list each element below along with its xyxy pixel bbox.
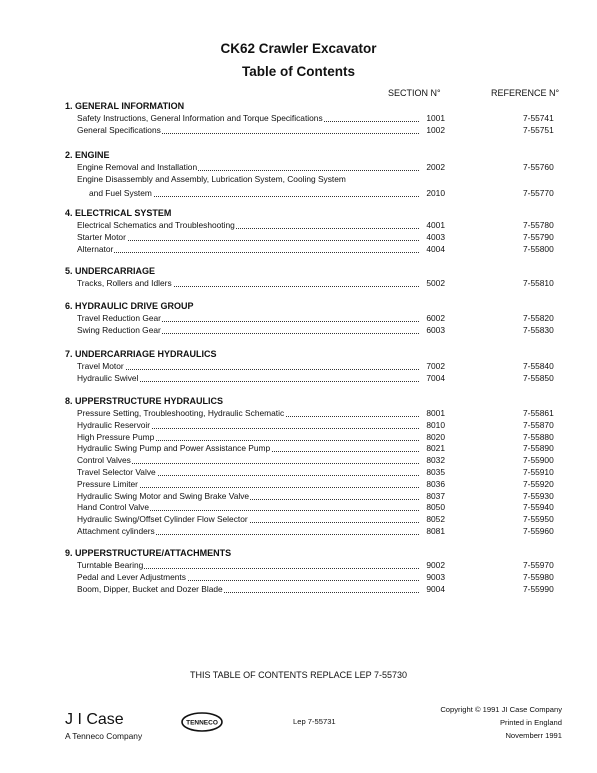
reference-number: 7-55780 bbox=[523, 220, 554, 230]
section-number: 8032 bbox=[426, 455, 445, 466]
reference-number: 7-55990 bbox=[523, 583, 554, 594]
lep-number: Lep 7-55731 bbox=[293, 717, 336, 726]
reference-number: 7-55861 bbox=[523, 408, 554, 418]
toc-entry-label: Electrical Schematics and Troubleshooting bbox=[77, 220, 235, 230]
section-number: 8020 bbox=[426, 431, 445, 442]
toc-entry[interactable] bbox=[77, 420, 445, 431]
reference-number: 7-55741 bbox=[523, 113, 554, 123]
section-number: 9003 bbox=[426, 571, 445, 582]
toc-entry-label: Hydraulic Swing Motor and Swing Brake Valve bbox=[77, 490, 250, 501]
toc-entry[interactable] bbox=[77, 244, 445, 255]
section-number: 8021 bbox=[426, 443, 445, 454]
toc-entry-label: Hand Control Valve bbox=[77, 502, 150, 513]
toc-entry-label: Safety Instructions, General Information and Torque Specifications bbox=[77, 113, 323, 123]
toc-entry[interactable] bbox=[77, 162, 445, 173]
section-number: 8036 bbox=[426, 478, 445, 489]
section-title: 5. UNDERCARRIAGE bbox=[65, 266, 156, 276]
reference-number: 7-55870 bbox=[523, 419, 554, 430]
section-number: 4003 bbox=[426, 231, 445, 242]
section-number: 8035 bbox=[426, 467, 445, 477]
toc-entry[interactable] bbox=[77, 325, 445, 336]
section-number: 8010 bbox=[426, 419, 445, 430]
document-title: CK62 Crawler Excavator bbox=[220, 41, 377, 56]
toc-entry-label: Engine Disassembly and Assembly, Lubrication System, Cooling System bbox=[77, 173, 346, 184]
reference-number: 7-55790 bbox=[523, 231, 554, 242]
toc-entry-label: Pedal and Lever Adjustments bbox=[77, 571, 186, 582]
toc-entry[interactable] bbox=[77, 455, 445, 466]
reference-number: 7-55980 bbox=[523, 571, 554, 582]
reference-number: 7-55960 bbox=[523, 526, 554, 536]
toc-entry[interactable] bbox=[89, 188, 445, 199]
toc-entry[interactable] bbox=[77, 560, 445, 571]
toc-entry-label: Travel Reduction Gear bbox=[77, 313, 161, 323]
dot-leader bbox=[77, 252, 419, 253]
reference-number: 7-55910 bbox=[523, 467, 554, 477]
dot-leader bbox=[77, 369, 419, 370]
toc-entry-label: Hydraulic Reservoir bbox=[77, 419, 151, 430]
reference-number: 7-55900 bbox=[523, 455, 554, 466]
toc-entry-label: General Specifications bbox=[77, 124, 161, 135]
reference-number: 7-55850 bbox=[523, 372, 554, 383]
reference-number: 7-55970 bbox=[523, 560, 554, 570]
tenneco-logo-text: TENNECO bbox=[186, 719, 218, 727]
reference-number: 7-55770 bbox=[523, 187, 554, 198]
section-column-header: SECTION N° bbox=[388, 88, 441, 98]
toc-entry-label: Travel Motor bbox=[77, 361, 124, 371]
section-number: 4004 bbox=[426, 243, 445, 254]
toc-entry[interactable] bbox=[77, 432, 445, 443]
replacement-notice: THIS TABLE OF CONTENTS REPLACE LEP 7-55730 bbox=[189, 670, 408, 680]
toc-entry-label: Turntable Bearing bbox=[77, 560, 144, 570]
reference-number: 7-55940 bbox=[523, 502, 554, 513]
section-number: 7002 bbox=[426, 361, 445, 371]
reference-number: 7-55760 bbox=[523, 162, 554, 172]
toc-entry[interactable] bbox=[77, 584, 445, 595]
toc-entry-label: and Fuel System bbox=[89, 187, 152, 198]
toc-entry-label: Pressure Setting, Troubleshooting, Hydraulic Schematic bbox=[77, 408, 285, 418]
section-number: 9002 bbox=[426, 560, 445, 570]
section-number: 2002 bbox=[426, 162, 445, 172]
document-subtitle: Table of Contents bbox=[242, 64, 355, 79]
printed-in: Printed in England bbox=[499, 718, 562, 727]
toc-entry-label: Starter Motor bbox=[77, 231, 126, 242]
tenneco-logo bbox=[180, 711, 224, 738]
reference-number: 7-55920 bbox=[523, 478, 554, 489]
section-number: 1002 bbox=[426, 124, 445, 135]
section-number: 8050 bbox=[426, 502, 445, 513]
section-title: 8. UPPERSTRUCTURE HYDRAULICS bbox=[65, 396, 224, 406]
reference-number: 7-55950 bbox=[523, 514, 554, 525]
toc-entry-label: Travel Selector Valve bbox=[77, 467, 156, 477]
toc-entry-label: Attachment cylinders bbox=[77, 526, 155, 536]
reference-number: 7-55810 bbox=[523, 278, 554, 288]
toc-entry-label: Boom, Dipper, Bucket and Dozer Blade bbox=[77, 583, 223, 594]
toc-entry[interactable] bbox=[77, 491, 445, 502]
toc-entry[interactable] bbox=[77, 125, 445, 136]
toc-entry[interactable] bbox=[77, 313, 445, 324]
section-number: 6002 bbox=[426, 313, 445, 323]
toc-entry[interactable] bbox=[77, 526, 445, 537]
toc-entry[interactable] bbox=[77, 572, 445, 583]
toc-entry[interactable] bbox=[77, 467, 445, 478]
toc-entry-label: Tracks, Rollers and Idlers bbox=[77, 278, 172, 288]
section-number: 4001 bbox=[426, 220, 445, 230]
reference-number: 7-55800 bbox=[523, 243, 554, 254]
toc-entry-label: Control Valves bbox=[77, 455, 131, 466]
print-date: Novemberr 1991 bbox=[505, 731, 562, 740]
toc-entry-label: Hydraulic Swing/Offset Cylinder Flow Selector bbox=[77, 514, 248, 525]
section-number: 8037 bbox=[426, 490, 445, 501]
toc-entry-label: Engine Removal and Installation bbox=[77, 162, 198, 172]
section-number: 1001 bbox=[426, 113, 445, 123]
toc-entry[interactable] bbox=[77, 232, 445, 243]
section-number: 8081 bbox=[426, 526, 445, 536]
reference-number: 7-55820 bbox=[523, 313, 554, 323]
reference-number: 7-55930 bbox=[523, 490, 554, 501]
reference-column-header: REFERENCE N° bbox=[491, 88, 560, 98]
copyright: Copyright © 1991 JI Case Company bbox=[440, 705, 562, 714]
section-number: 7004 bbox=[426, 372, 445, 383]
toc-entry[interactable] bbox=[77, 361, 445, 372]
reference-number: 7-55840 bbox=[523, 361, 554, 371]
reference-number: 7-55880 bbox=[523, 431, 554, 442]
reference-number: 7-55890 bbox=[523, 443, 554, 454]
toc-entry-label: Hydraulic Swing Pump and Power Assistance Pump bbox=[77, 443, 271, 454]
toc-entry[interactable] bbox=[77, 479, 445, 490]
section-title: 9. UPPERSTRUCTURE/ATTACHMENTS bbox=[65, 548, 232, 558]
section-number: 2010 bbox=[426, 187, 445, 198]
toc-entry[interactable] bbox=[77, 502, 445, 513]
case-brand-logo: J I Case bbox=[65, 711, 124, 728]
toc-entry-label: Swing Reduction Gear bbox=[77, 324, 161, 335]
section-title: 7. UNDERCARRIAGE HYDRAULICS bbox=[65, 349, 217, 359]
toc-entry[interactable] bbox=[77, 373, 445, 384]
toc-entry-label: High Pressure Pump bbox=[77, 431, 155, 442]
toc-entry-label: Pressure Limiter bbox=[77, 478, 138, 489]
dot-leader bbox=[77, 240, 419, 241]
section-number: 5002 bbox=[426, 278, 445, 288]
section-title: 1. GENERAL INFORMATION bbox=[65, 101, 185, 111]
toc-entry[interactable] bbox=[77, 220, 445, 231]
toc-entry-label: Alternator bbox=[77, 243, 114, 254]
section-title: 2. ENGINE bbox=[65, 150, 110, 160]
reference-number: 7-55830 bbox=[523, 324, 554, 335]
toc-entry[interactable] bbox=[77, 278, 445, 289]
toc-entry[interactable] bbox=[77, 113, 445, 124]
section-number: 6003 bbox=[426, 324, 445, 335]
brand-subtitle: A Tenneco Company bbox=[65, 731, 143, 741]
section-title: 4. ELECTRICAL SYSTEM bbox=[65, 208, 172, 218]
toc-entry[interactable] bbox=[77, 443, 445, 454]
toc-entry[interactable] bbox=[77, 514, 445, 525]
reference-number: 7-55751 bbox=[523, 124, 554, 135]
section-number: 9004 bbox=[426, 583, 445, 594]
section-number: 8052 bbox=[426, 514, 445, 525]
toc-entry[interactable] bbox=[77, 408, 445, 419]
section-number: 8001 bbox=[426, 408, 445, 418]
section-title: 6. HYDRAULIC DRIVE GROUP bbox=[65, 301, 194, 311]
toc-entry-label: Hydraulic Swivel bbox=[77, 372, 139, 383]
